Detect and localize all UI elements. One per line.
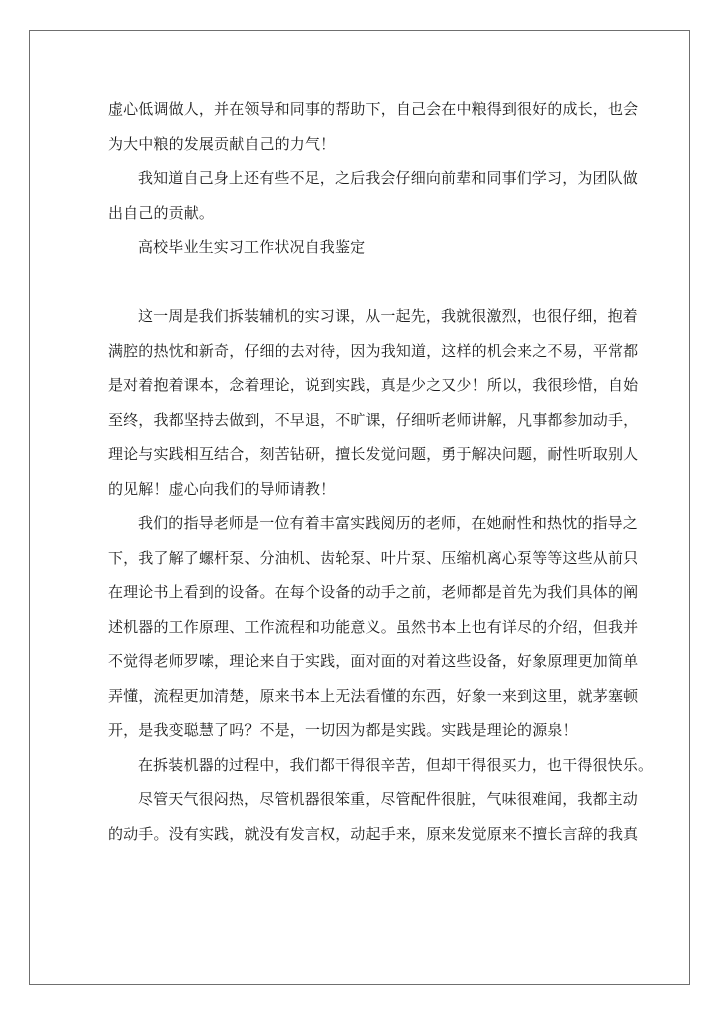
blank-line — [108, 265, 620, 300]
paragraph-line: 弄懂，流程更加清楚，原来书本上无法看懂的东西，好象一来到这里，就茅塞顿 — [108, 686, 639, 705]
paragraph-line: 至终，我都坚持去做到，不早退，不旷课，仔细听老师讲解，凡事都参加动手， — [108, 410, 639, 429]
paragraph-line: 虚心低调做人，并在领导和同事的帮助下，自己会在中粮得到很好的成长，也会 — [108, 100, 639, 118]
paragraph-line: 在拆装机器的过程中，我们都干得很辛苦，但却干得很买力，也干得很快乐。 — [138, 755, 654, 774]
paragraph-line: 的动手。没有实践，就没有发言权，动起手来，原来发觉原来不擅长言辞的我真 — [108, 824, 639, 843]
document-body — [108, 92, 654, 851]
paragraph-line: 尽管天气很闷热，尽管机器很笨重，尽管配件很脏，气味很难闻，我都主动 — [138, 790, 638, 808]
paragraph-line: 理论与实践相互结合，刻苦钻研，擅长发觉问题，勇于解决问题，耐性听取别人 — [108, 445, 639, 463]
paragraph-line: 出自己的贡献。 — [108, 203, 215, 222]
paragraph-line: 这一周是我们拆装辅机的实习课，从一起先，我就很激烈，也很仔细，抱着 — [138, 307, 638, 325]
paragraph-line: 开，是我变聪慧了吗？不是，一切因为都是实践。实践是理论的源泉！ — [108, 721, 578, 739]
paragraph-line: 不觉得老师罗嗦，理论来自于实践，面对面的对着这些设备，好象原理更加简单 — [108, 652, 639, 670]
paragraph-line: 是对着抱着课本，念着理论，说到实践，真是少之又少！所以，我很珍惜，自始 — [108, 376, 639, 394]
paragraph-line: 我们的指导老师是一位有着丰富实践阅历的老师，在她耐性和热忱的指导之 — [138, 514, 638, 532]
section-title: 高校毕业生实习工作状况自我鉴定 — [138, 238, 366, 256]
paragraph-line: 的见解！虚心向我们的导师请教！ — [108, 479, 336, 498]
paragraph-line: 在理论书上看到的设备。在每个设备的动手之前，老师都是首先为我们具体的阐 — [108, 583, 639, 601]
paragraph-line: 述机器的工作原理、工作流程和功能意义。虽然书本上也有详尽的介绍，但我并 — [108, 617, 639, 636]
paragraph-line: 我知道自己身上还有些不足，之后我会仔细向前辈和同事们学习，为团队做 — [138, 169, 638, 187]
paragraph-line: 为大中粮的发展贡献自己的力气！ — [108, 134, 336, 153]
paragraph-line: 满腔的热忱和新奇，仔细的去对待，因为我知道，这样的机会来之不易，平常都 — [108, 341, 639, 360]
paragraph-line: 下，我了解了螺杆泵、分油机、齿轮泵、叶片泵、压缩机离心泵等等这些从前只 — [108, 548, 639, 567]
